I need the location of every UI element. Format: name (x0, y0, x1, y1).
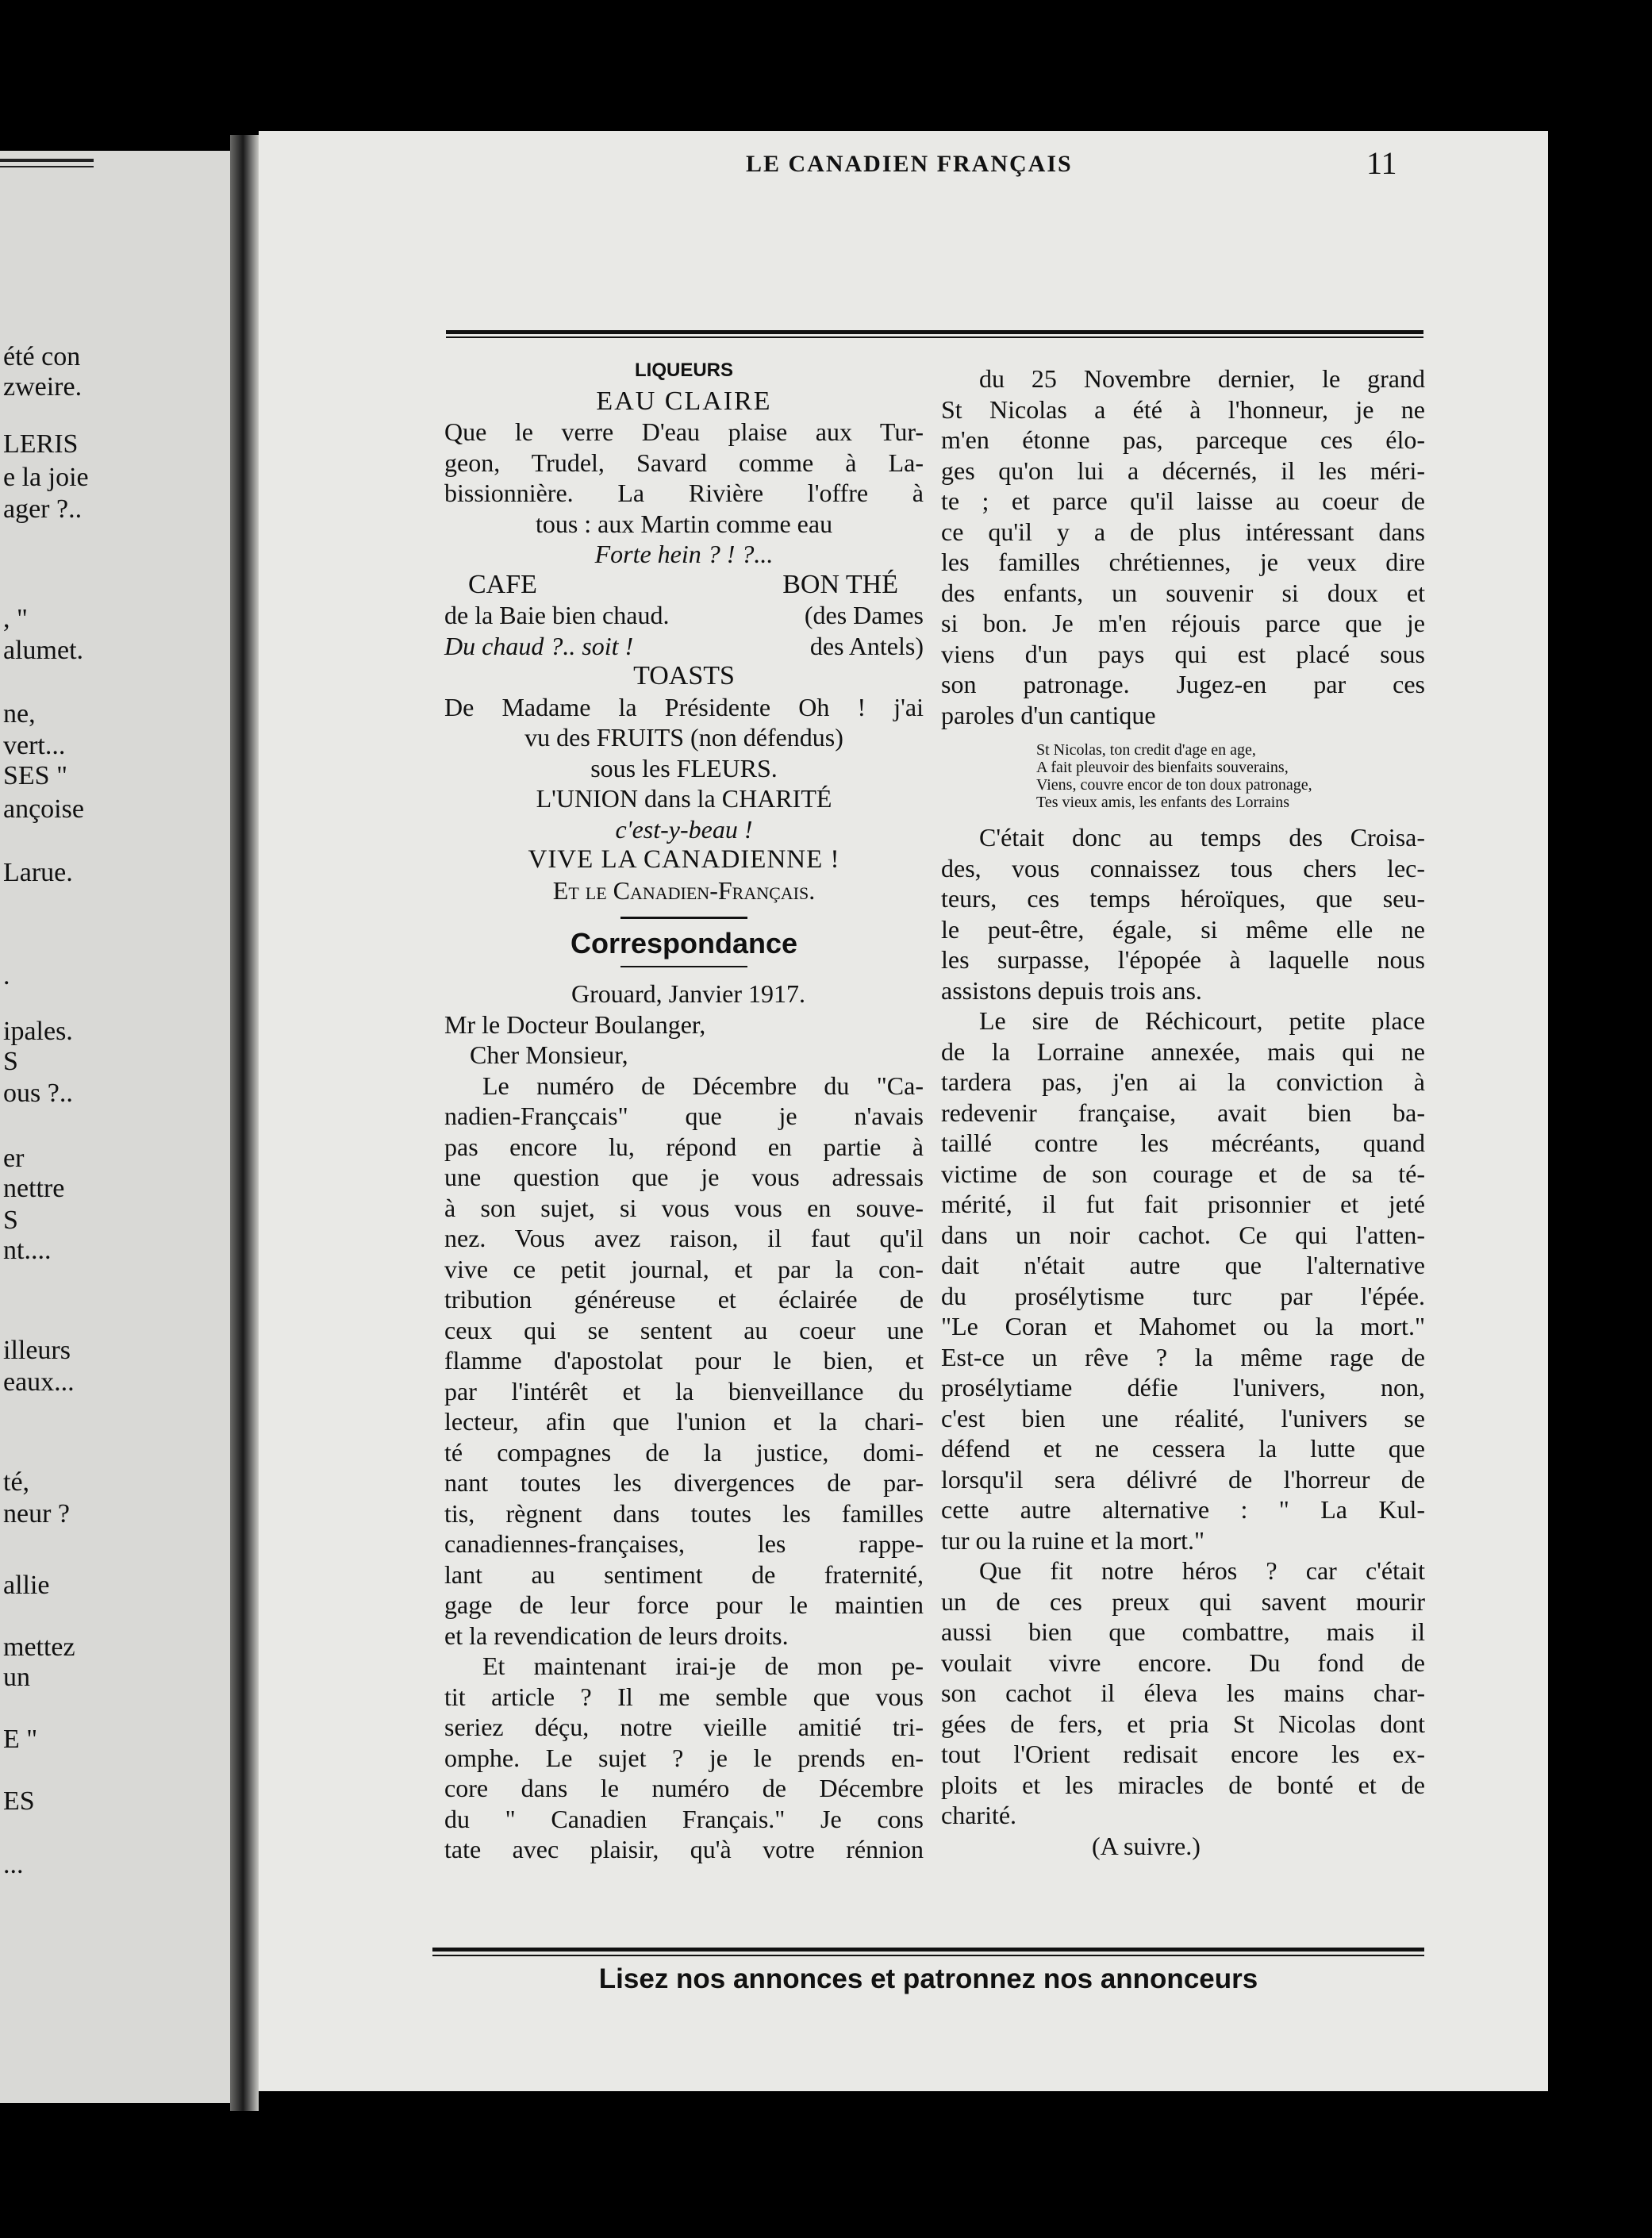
facing-page-rule (0, 159, 94, 162)
correspondance-heading: Correspondance (570, 927, 798, 959)
book-gutter (230, 135, 259, 2111)
text-line: Que le verre D'eau plaise aux Tur- (444, 417, 924, 446)
text-line: et la revendication de leurs droits. (444, 1621, 789, 1650)
text-line: ceux qui se sentent au coeur une (444, 1315, 924, 1344)
text-line: tribution généreuse et éclairée de (444, 1285, 924, 1313)
vive-line: VIVE LA CANADIENNE ! (528, 845, 840, 874)
text-line: redevenir française, avait bien ba- (941, 1098, 1425, 1127)
text-line: lorsqu'il sera délivré de l'horreur de (941, 1464, 1425, 1494)
paragraph (941, 1555, 1425, 1831)
text-line: du " Canadien Français." Je cons (444, 1804, 924, 1833)
verse-line: Tes vieux amis, les enfants des Lorrains (1036, 794, 1290, 811)
toasts-heading: TOASTS (633, 661, 735, 690)
left-column (444, 356, 924, 1865)
spacer (941, 730, 1425, 741)
cantique-verse (941, 741, 1425, 811)
text-line: "Le Coran et Mahomet ou la mort." (941, 1312, 1425, 1340)
verse-line: St Nicolas, ton credit d'age en age, (1036, 741, 1256, 759)
text-line: vive ce petit journal, et par la con- (444, 1254, 924, 1283)
running-title: LE CANADIEN FRANÇAIS (746, 151, 1073, 177)
text-line: De Madame la Présidente Oh ! j'ai (444, 692, 924, 721)
paragraph (444, 1071, 924, 1652)
facing-page-rule-thin (0, 166, 94, 167)
footer-rule (432, 1948, 1424, 1952)
facing-page-text: ... (3, 1850, 24, 1879)
facing-page-text: LERIS (3, 429, 79, 459)
text-line: voulait vivre encore. Du fond de (941, 1648, 1425, 1677)
text-line: Et le Canadien-Français. (552, 875, 816, 905)
text-line: tous : aux Martin comme eau (535, 509, 833, 538)
text-line: prosélytiame défie l'univers, non, (941, 1373, 1425, 1402)
text-line: c'est bien une réalité, l'univers se (941, 1403, 1425, 1432)
text-line: St Nicolas a été à l'honneur, je ne (941, 394, 1425, 424)
section-divider (444, 906, 924, 926)
footer-notice: Lisez nos annonces et patronnez nos annonceurs (598, 1963, 1258, 1994)
facing-page-text: ager ?.. (3, 494, 83, 524)
text-line: dait n'était autre que l'alternative (941, 1251, 1425, 1279)
text-line: de la Lorraine annexée, mais qui ne (941, 1036, 1425, 1066)
divider-rule (620, 966, 747, 967)
facing-page-text: Larue. (3, 858, 73, 887)
text-line: seriez déçu, notre vieille amitié tri- (444, 1713, 924, 1741)
text-line: m'en étonne pas, parceque ces élo- (941, 425, 1425, 454)
text-line: geon, Trudel, Savard comme à La- (444, 448, 924, 477)
text-line: core dans le numéro de Décembre (444, 1774, 924, 1802)
facing-page-text: ipales. (3, 1017, 73, 1046)
paragraph (941, 822, 1425, 1006)
the-label: BON THÉ (782, 569, 898, 599)
page-header (444, 145, 1397, 184)
text-line (444, 631, 924, 662)
facing-page-text: S (3, 1206, 18, 1235)
text-line: paroles d'un cantique (941, 700, 1156, 729)
text-line (444, 600, 924, 631)
text-line: son patronage. Jugez-en par ces (941, 670, 1425, 698)
text-line: gage de leur force pour le maintien (444, 1590, 924, 1619)
text-line: lecteur, afin que l'union et la chari- (444, 1407, 924, 1436)
facing-page-text: ous ?.. (3, 1079, 73, 1108)
eau-claire-heading: EAU CLAIRE (596, 386, 772, 416)
text-line: les surpasse, l'épopée à laquelle nous (941, 945, 1425, 974)
page-number: 11 (1366, 145, 1397, 181)
text-span: Du chaud ?.. soit ! (444, 631, 634, 660)
facing-page-text: , " (3, 604, 28, 633)
text-line: pas encore lu, répond en partie à (444, 1132, 924, 1161)
facing-page-text: nt.... (3, 1236, 52, 1265)
text-line: un de ces preux qui savent mourir (941, 1586, 1425, 1616)
facing-page-text: té, (3, 1467, 30, 1497)
text-line: tur ou la ruine et la mort." (941, 1525, 1205, 1555)
paragraph (444, 1651, 924, 1865)
text-span: de la Baie bien chaud. (444, 601, 670, 629)
facing-page-text: eaux... (3, 1367, 75, 1397)
facing-page-text: alumet. (3, 636, 84, 665)
text-line: flamme d'apostolat pour le bien, et (444, 1346, 924, 1375)
text-line: lant au sentiment de fraternité, (444, 1559, 924, 1589)
text-line: tis, règnent dans toutes les familles (444, 1498, 924, 1528)
facing-page-text: allie (3, 1571, 50, 1600)
text-line: sous les FLEURS. (590, 753, 778, 783)
text-line: assistons depuis trois ans. (941, 975, 1202, 1005)
text-line: Est-ce un rêve ? la même rage de (941, 1342, 1425, 1371)
text-line: taillé contre les mécréants, quand (941, 1129, 1425, 1157)
text-line: défend et ne cessera la lutte que (941, 1434, 1425, 1463)
text-line: tout l'Orient redisait encore les ex- (941, 1740, 1425, 1768)
text-line: ges qu'on lui a décernés, il les méri- (941, 456, 1425, 485)
text-line: ploits et les miracles de bonté et de (941, 1770, 1425, 1799)
footer-rule-thin (432, 1955, 1424, 1956)
text-line: te ; et parce qu'il laisse au coeur de (941, 486, 1425, 515)
text-line: son cachot il éleva les mains char- (941, 1678, 1425, 1707)
a-suivre: (A suivre.) (1092, 1831, 1201, 1860)
text-line: canadiennes-françaises, les rappe- (444, 1529, 924, 1558)
paragraph (941, 1006, 1425, 1555)
text-line: nez. Vous avez raison, il faut qu'il (444, 1224, 924, 1252)
facing-page-text: E " (3, 1725, 38, 1754)
letter-salutation: Mr le Docteur Boulanger, (444, 1009, 706, 1039)
text-line: victime de son courage et de sa té- (941, 1159, 1425, 1188)
text-line: cette autre alternative : " La Kul- (941, 1495, 1425, 1524)
liqueurs-heading: LIQUEURS (634, 360, 733, 381)
header-rule (446, 330, 1423, 334)
text-line: c'est-y-beau ! (615, 814, 753, 844)
facing-page-text: er (3, 1144, 25, 1173)
letter-salutation: Cher Monsieur, (470, 1040, 628, 1069)
text-line: du 25 Novembre dernier, le grand (979, 364, 1425, 393)
text-line: té compagnes de la justice, domi- (444, 1437, 924, 1467)
text-span: des Antels) (809, 631, 924, 660)
facing-page-text: ançoise (3, 794, 84, 824)
facing-page-text: nettre (3, 1174, 65, 1203)
text-line: charité. (941, 1801, 1017, 1829)
text-line: à son sujet, si vous vous en souve- (444, 1193, 924, 1222)
cafe-label: CAFE (468, 569, 537, 599)
text-line: gées de fers, et pria St Nicolas dont (941, 1709, 1425, 1738)
text-line: viens d'un pays qui est placé sous (941, 639, 1425, 668)
text-line: du prosélytisme turc par l'épée. (941, 1281, 1425, 1310)
text-line: tate avec plaisir, qu'à votre rénnion (444, 1835, 924, 1863)
right-column (941, 363, 1425, 1861)
facing-page-text: mettez (3, 1632, 75, 1662)
facing-page-text: SES " (3, 761, 67, 790)
spacer (941, 811, 1425, 822)
paragraph (941, 363, 1425, 730)
facing-page-text: un (3, 1663, 30, 1692)
facing-page-text: été con (3, 342, 81, 371)
text-line: vu des FRUITS (non défendus) (524, 723, 843, 752)
header-rule-thin (446, 336, 1423, 338)
text-line: tit article ? Il me semble que vous (444, 1682, 924, 1711)
text-line: Et maintenant irai-je de mon pe- (482, 1652, 924, 1680)
facing-page-text: zweire. (3, 372, 83, 402)
text-line: ce qu'il y a de plus intéressant dans (941, 517, 1425, 546)
facing-page-text: ne, (3, 699, 36, 729)
facing-page-text: ES (3, 1786, 35, 1816)
text-line: C'était donc au temps des Croisa- (979, 823, 1425, 852)
divider-rule (620, 917, 747, 919)
facing-page-text: e la joie (3, 463, 89, 492)
letter-date: Grouard, Janvier 1917. (571, 979, 806, 1008)
text-line: dans un noir cachot. Ce qui l'atten- (941, 1220, 1425, 1249)
text-line: bissionnière. La Rivière l'offre à (444, 479, 924, 507)
text-line: par l'intérêt et la bienveillance du (444, 1376, 924, 1405)
text-line: Que fit notre héros ? car c'était (979, 1556, 1425, 1585)
facing-page-text: neur ? (3, 1499, 71, 1529)
text-span: (des Dames (804, 601, 924, 629)
text-line: Forte hein ? ! ?... (594, 540, 774, 568)
facing-page-text: . (3, 961, 10, 990)
facing-page-text: vert... (3, 731, 66, 760)
text-line: Le numéro de Décembre du "Ca- (482, 1071, 924, 1100)
text-line: Le sire de Réchicourt, petite place (979, 1006, 1425, 1035)
text-line: tardera pas, j'en ai la conviction à (941, 1067, 1425, 1096)
text-line: mérité, il fut fait prisonnier et jeté (941, 1190, 1425, 1218)
text-line: teurs, ces temps héroïques, que seu- (941, 884, 1425, 913)
text-line: des, vous connaissez tous chers lec- (941, 853, 1425, 883)
text-line: si bon. Je m'en réjouis parce que je (941, 609, 1425, 637)
verse-line: Viens, couvre encor de ton doux patronage, (1036, 776, 1312, 794)
facing-page-text: S (3, 1047, 18, 1076)
text-line: omphe. Le sujet ? je le prends en- (444, 1743, 924, 1772)
text-line: L'UNION dans la CHARITÉ (536, 784, 832, 813)
text-line: les familles chrétiennes, je veux dire (941, 548, 1425, 576)
text-line: des enfants, un souvenir si doux et (941, 578, 1425, 607)
text-line: nant toutes les divergences de par- (444, 1468, 924, 1497)
section-divider (444, 961, 924, 979)
cafe-the-line (444, 570, 924, 601)
verse-line: A fait pleuvoir des bienfaits souverains, (1036, 759, 1289, 776)
text-line: aussi bien que combattre, mais il (941, 1617, 1425, 1646)
text-line: le peut-être, égale, si même elle ne (941, 914, 1425, 944)
text-line: une question que je vous adressais (444, 1163, 924, 1191)
facing-page-text: illeurs (3, 1336, 71, 1365)
text-line: nadien-Françcais" que je n'avais (444, 1102, 924, 1130)
